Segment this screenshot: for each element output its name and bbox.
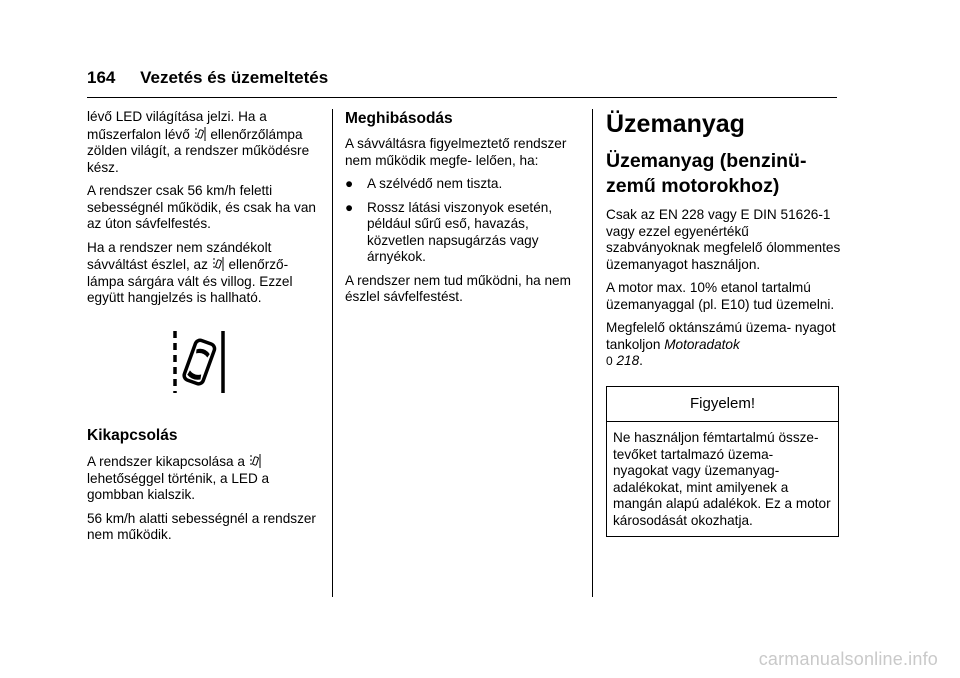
page-ref-arrow-icon: 0: [606, 354, 613, 368]
text: lehetőséggel történik, a LED a gombban kialszik.: [87, 470, 270, 502]
paragraph-malfunction-intro: A sávváltásra figyelmeztető rendszer nem működik megfe- lelően, ha:: [345, 136, 567, 168]
column-divider-left: [332, 109, 333, 597]
page-number: 164: [87, 68, 116, 87]
paragraph-speed: A rendszer csak 56 km/h feletti sebességnél működik, és csak ha van az úton sávfelfestés.: [87, 183, 316, 231]
warning-text: Ne használjon fémtartalmú össze- tevőket tartalmazó üzema- nyagokat vagy üzemanyag-adalékokat, mint amilyenek a mangán alapú adalékok. Ez a motor károsodását okozhatja.: [613, 430, 831, 528]
heading-kikapcsolas: Kikapcsolás: [87, 427, 178, 444]
reference-link[interactable]: Motoradatok: [664, 336, 740, 352]
paragraph-ethanol: A motor max. 10% etanol tartalmú üzemanyaggal (pl. E10) tud üzemelni.: [606, 280, 835, 312]
section-title: Vezetés és üzemeltetés: [140, 68, 329, 87]
column-right: [606, 109, 841, 537]
list-item: [345, 200, 577, 266]
paragraph-led: [87, 109, 319, 176]
warning-box: [606, 386, 839, 538]
header-rule: [87, 97, 837, 98]
chapter-title: Üzemanyag: [606, 110, 745, 138]
heading-meghibasodas: Meghibásodás: [345, 110, 453, 127]
lane-departure-icon: [250, 453, 261, 469]
paragraph-octane: [606, 320, 841, 370]
watermark: carmanualsonline.info: [758, 649, 938, 669]
list-item: [345, 176, 577, 193]
paragraph-low-speed: 56 km/h alatti sebességnél a rendszer nem működik.: [87, 510, 316, 542]
bullet-dot: ●: [345, 199, 354, 215]
lane-departure-icon: [213, 256, 224, 272]
list-item-text: A szélvédő nem tiszta.: [367, 176, 503, 191]
text: ellenőrző- lámpa sárgára vált és villog. Ezzel együtt hangjelzés is hallható.: [87, 257, 293, 305]
column-left: [87, 109, 319, 551]
text: Megfelelő oktánszámú üzema- nyagot tankoljon: [606, 320, 836, 352]
page-reference[interactable]: 218: [616, 353, 640, 368]
paragraph-no-markings: A rendszer nem tud működni, ha nem észlel sávfelfestést.: [345, 272, 571, 304]
text: A rendszer kikapcsolása a: [87, 454, 245, 469]
lane-departure-figure: [87, 327, 319, 402]
lane-departure-symbol-icon: [169, 327, 229, 397]
paragraph-warning-light: [87, 240, 319, 307]
text: lévő LED világítása jelzi. Ha a műszerfalon lévő: [87, 109, 267, 142]
text: ellenőrzőlámpa zölden világít, a rendszer működésre kész.: [87, 126, 310, 175]
list-item-text: Rossz látási viszonyok esetén, például sűrű eső, havazás, közvetlen napsugárzás vagy árnyékok.: [367, 199, 553, 264]
column-middle: [345, 109, 577, 313]
text: Ha a rendszer nem szándékolt sávváltást észlel, az: [87, 239, 272, 272]
page-header: [87, 68, 328, 88]
lane-departure-icon: [195, 126, 206, 142]
warning-title: Figyelem!: [607, 387, 838, 423]
text: .: [639, 353, 643, 368]
bullet-dot: ●: [345, 176, 354, 191]
paragraph-fuel-standard: Csak az EN 228 vagy E DIN 51626-1 vagy ezzel egyenértékű szabványoknak megfelelő ólommentes üzemanyagot használjon.: [606, 207, 841, 272]
section-heading-fuel-petrol: Üzemanyag (benzinü- zemű motorokhoz): [606, 150, 807, 197]
paragraph-switch-off: [87, 453, 319, 504]
column-divider-right: [592, 109, 593, 597]
